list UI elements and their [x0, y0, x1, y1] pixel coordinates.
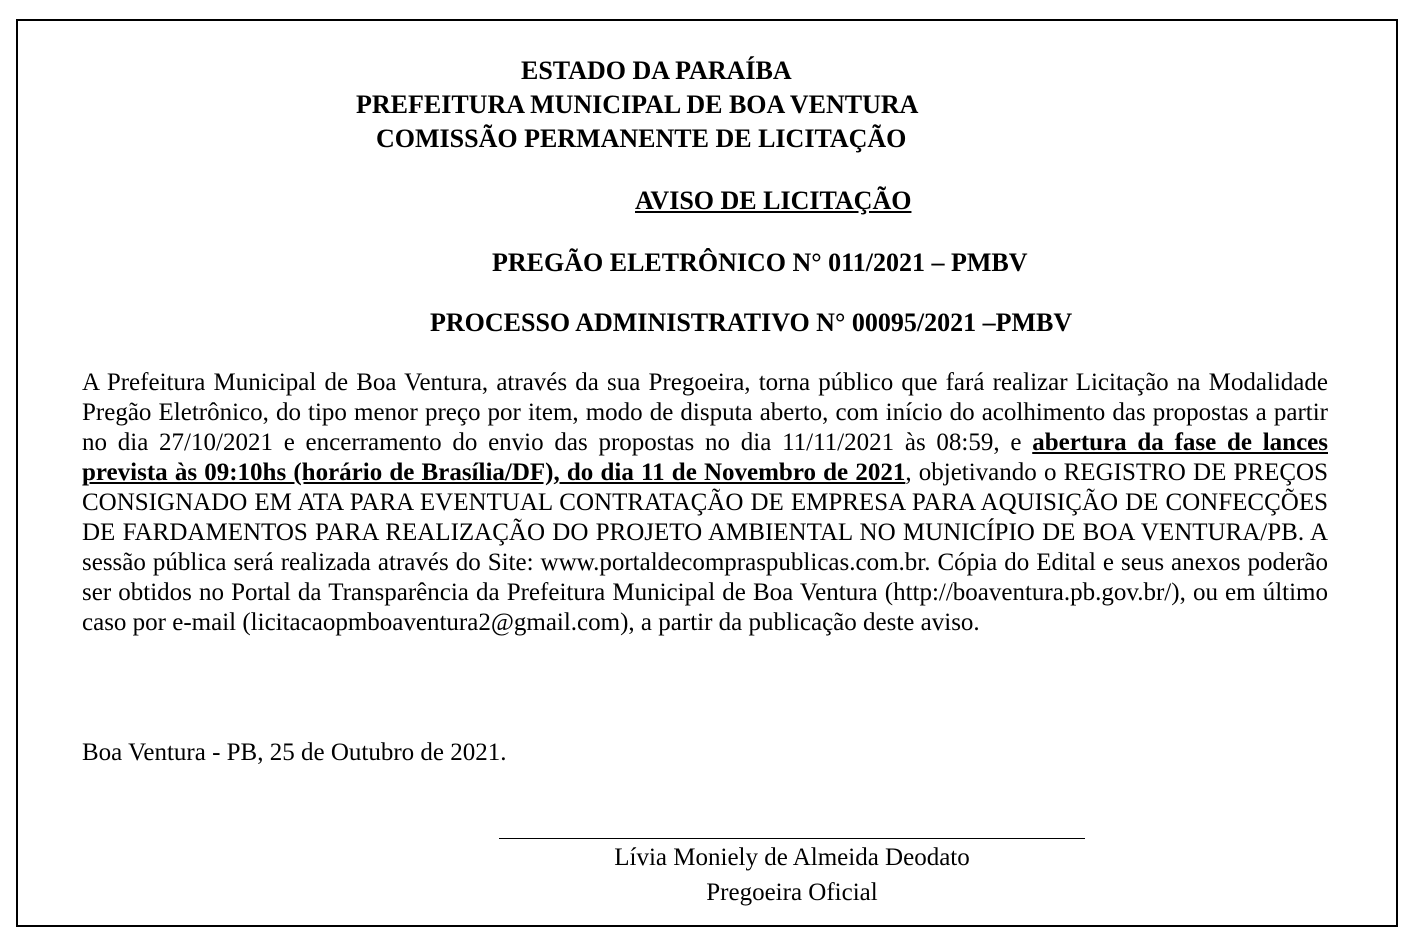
date-line: Boa Ventura - PB, 25 de Outubro de 2021.	[82, 739, 507, 766]
body-text-part1: A Prefeitura Municipal de Boa Ventura, através da sua Pregoeira, torna público que fará realizar Licitação na Modalidade Pregão Eletrônico, do tipo menor preço por item, modo de disputa aberto, com início do acolhimento das propostas a partir no dia 27/10/2021 e encerramento do envio das propostas no dia 11/11/2021 às 08:59, e	[82, 369, 1328, 456]
body-highlight: abertura da fase de lances prevista às 09:10hs (horário de Brasília/DF), do dia 11 de Novembro de 2021	[82, 429, 1328, 486]
header-state: ESTADO DA PARAÍBA	[521, 56, 792, 85]
processo-number: PROCESSO ADMINISTRATIVO N° 00095/2021 –PMBV	[430, 308, 1073, 337]
pregao-number: PREGÃO ELETRÔNICO N° 011/2021 – PMBV	[492, 248, 1028, 277]
header-commission: COMISSÃO PERMANENTE DE LICITAÇÃO	[376, 124, 907, 153]
signature-line	[499, 838, 1085, 839]
notice-title: AVISO DE LICITAÇÃO	[635, 186, 912, 215]
signatory-name: Lívia Moniely de Almeida Deodato	[614, 844, 970, 871]
notice-body	[82, 368, 1328, 638]
header-municipality: PREFEITURA MUNICIPAL DE BOA VENTURA	[356, 90, 919, 119]
signatory-role: Pregoeira Oficial	[706, 879, 878, 906]
body-text-part2: , objetivando o REGISTRO DE PREÇOS CONSIGNADO EM ATA PARA EVENTUAL CONTRATAÇÃO DE EMPRESA PARA AQUISIÇÃO DE CONFECÇÕES DE FARDAMENTOS PARA REALIZAÇÃO DO PROJETO AMBIENTAL NO MUNICÍPIO DE BOA VENTURA/PB. A sessão pública será realizada através do Site: www.portaldecompraspublicas.com.br. Cópia do Edital e seus anexos poderão ser obtidos no Portal da Transparência da Prefeitura Municipal de Boa Ventura (http://boaventura.pb.gov.br/), ou em último caso por e-mail (licitacaopmboaventura2@gmail.com), a partir da publicação deste aviso.	[82, 459, 1328, 636]
